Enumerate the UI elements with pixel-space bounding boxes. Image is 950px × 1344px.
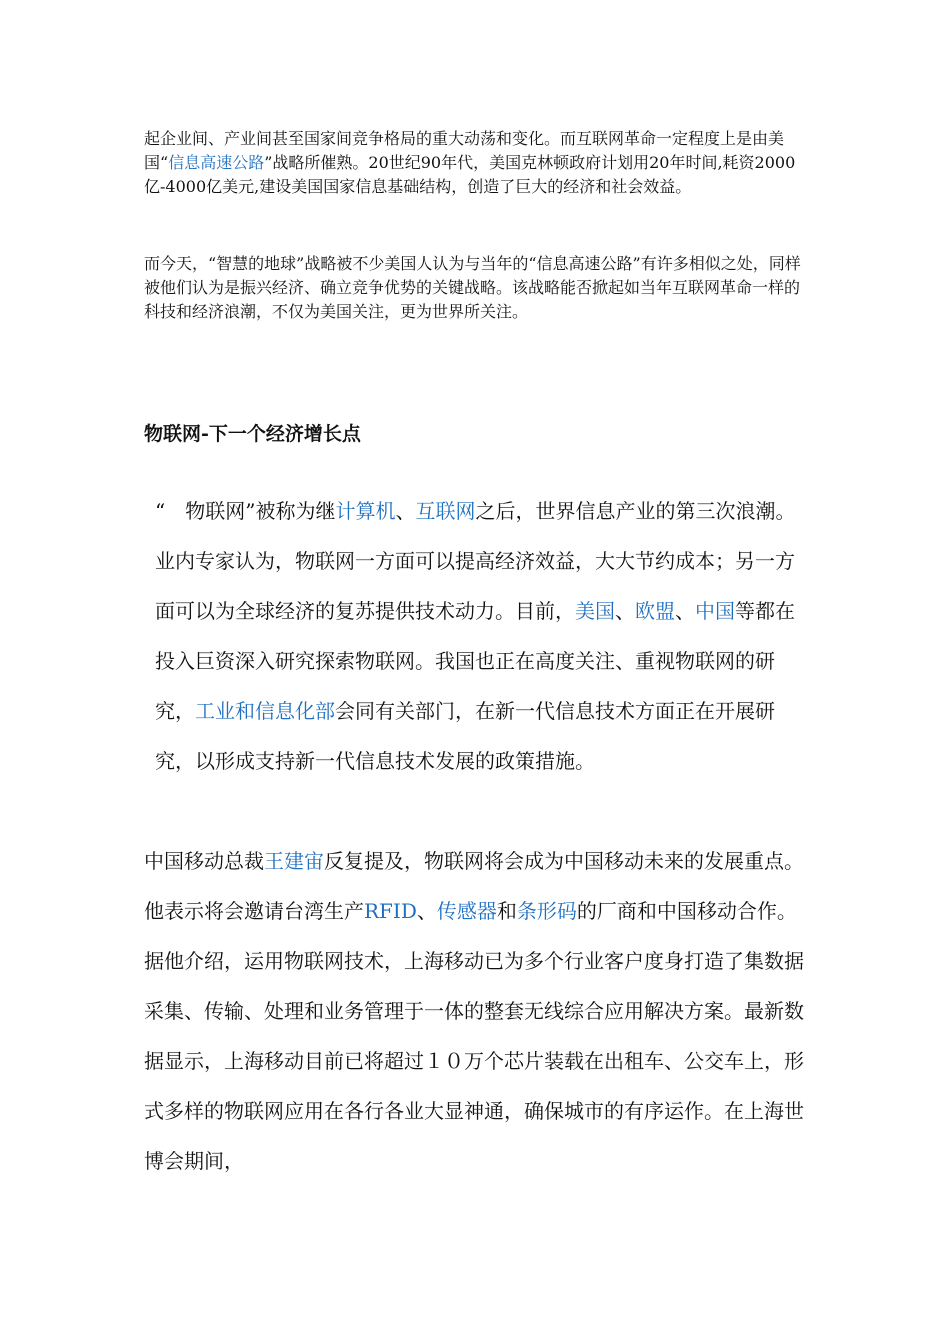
link-sensor[interactable]: 传感器 bbox=[436, 899, 497, 923]
link-information-superhighway[interactable]: 信息高速公路 bbox=[168, 153, 265, 172]
link-miit[interactable]: 工业和信息化部 bbox=[195, 699, 335, 723]
link-china[interactable]: 中国 bbox=[695, 599, 735, 623]
link-usa[interactable]: 美国 bbox=[575, 599, 615, 623]
link-eu[interactable]: 欧盟 bbox=[635, 599, 675, 623]
paragraph-smarter-planet: 而今天，“智慧的地球”战略被不少美国人认为与当年的“信息高速公路”有许多相似之处，同样被他们认为是振兴经济、确立竞争优势的关键战略。该战略能否掀起如当年互联网革命一样的科技和经济浪潮，不仅为美国关注，更为世界所关注。 bbox=[144, 254, 801, 321]
paragraph-china-mobile: 中国移动总裁王建宙反复提及，物联网将会成为中国移动未来的发展重点。他表示将会邀请台湾生产RFID、传感器和条形码的厂商和中国移动合作。据他介绍，运用物联网技术，上海移动已为多个行业客户度身打造了集数据采集、传输、处理和业务管理于一体的整套无线综合应用解决方案。最新数据显示，上海移动目前已将超过１０万个芯片装载在出租车、公交车上，形式多样的物联网应用在各行各业大显神通，确保城市的有序运作。在上海世博会期间， bbox=[144, 849, 804, 1173]
link-computer[interactable]: 计算机 bbox=[335, 499, 396, 523]
paragraph-iot-third-wave: “ 物联网”被称为继计算机、互联网之后，世界信息产业的第三次浪潮。业内专家认为，物联网一方面可以提高经济效益，大大节约成本；另一方面可以为全球经济的复苏提供技术动力。目前，美国、欧盟、中国等都在投入巨资深入研究探索物联网。我国也正在高度关注、重视物联网的研究，工业和信息化部会同有关部门，在新一代信息技术方面正在开展研究，以形成支持新一代信息技术发展的政策措施。 bbox=[155, 499, 796, 773]
section-heading: 物联网-下一个经济增长点 bbox=[144, 423, 361, 445]
link-wang-jianzhou[interactable]: 王建宙 bbox=[264, 849, 324, 873]
paragraph-internet-revolution: 起企业间、产业间甚至国家间竞争格局的重大动荡和变化。而互联网革命一定程度上是由美国“信息高速公路”战略所催熟。20世纪90年代，美国克林顿政府计划用20年时间,耗资2000亿-4000亿美元,建设美国国家信息基础结构，创造了巨大的经济和社会效益。 bbox=[144, 129, 796, 196]
link-rfid[interactable]: RFID bbox=[364, 899, 417, 923]
link-barcode[interactable]: 条形码 bbox=[516, 899, 577, 923]
link-internet[interactable]: 互联网 bbox=[415, 499, 476, 523]
